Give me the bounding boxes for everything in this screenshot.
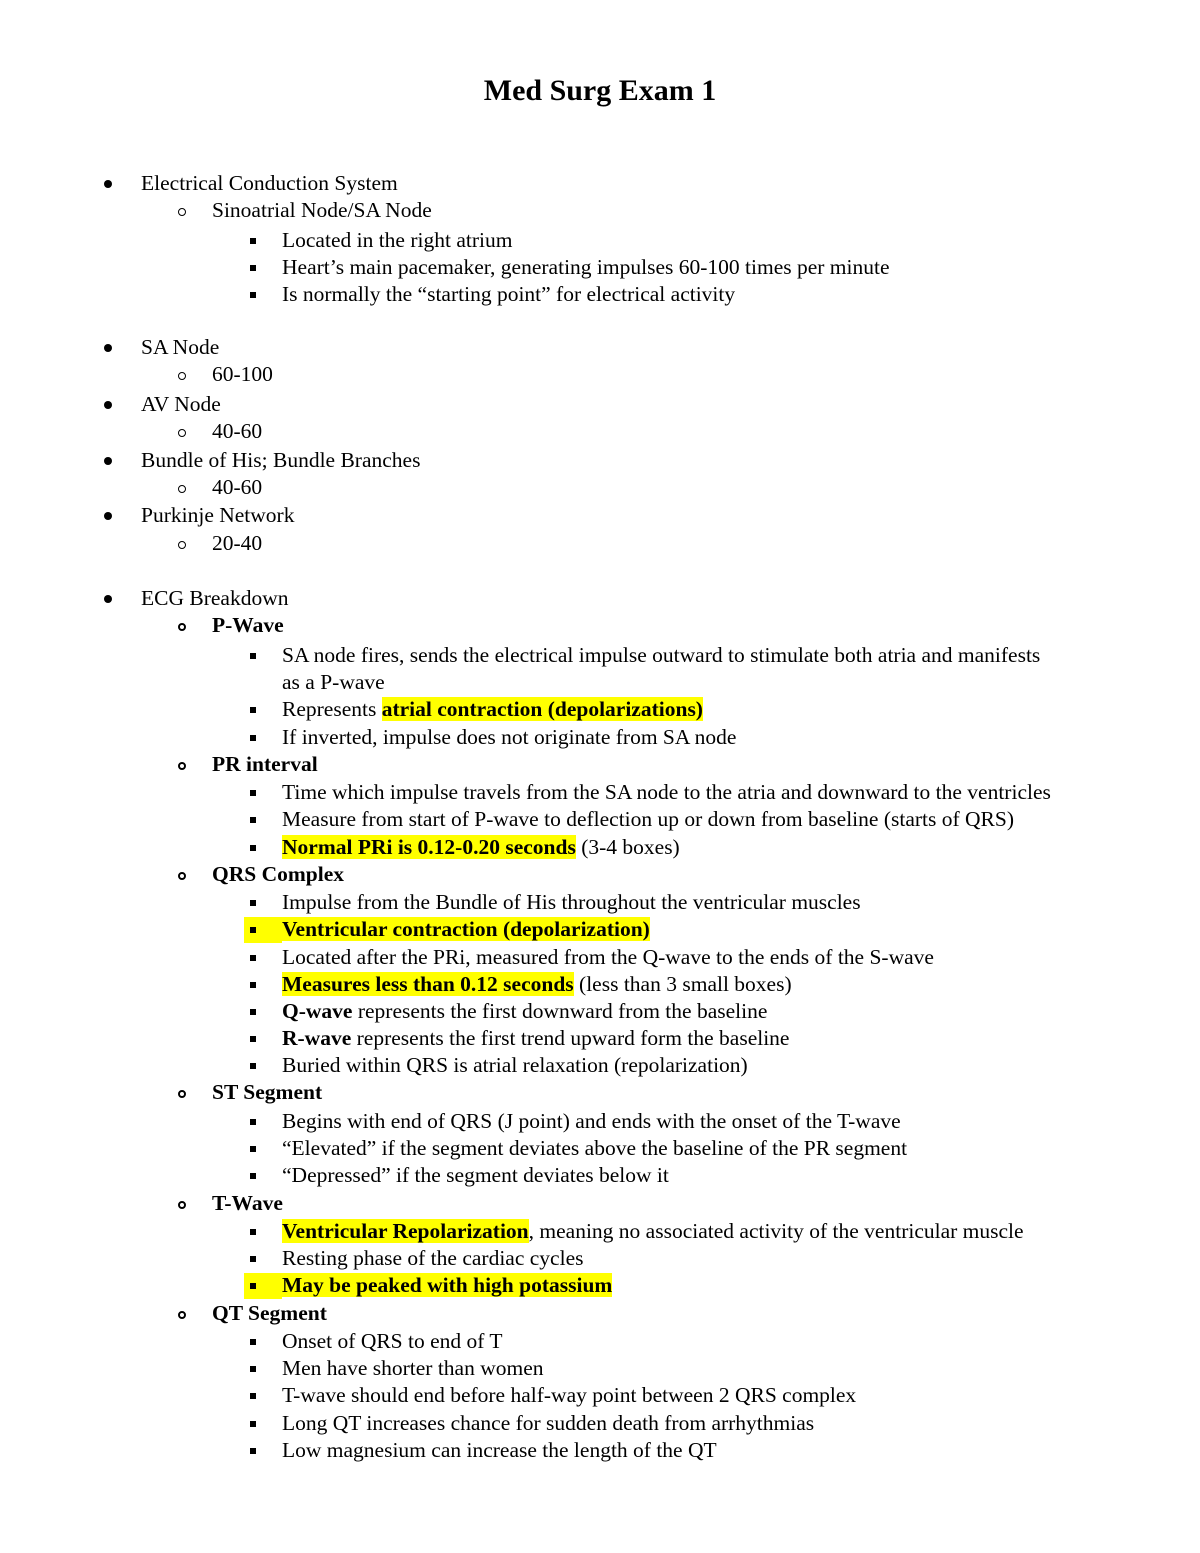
outline-line-level-3 bbox=[282, 944, 934, 971]
outline-line-level-3 bbox=[282, 696, 703, 723]
outline-line-level-3 bbox=[282, 1272, 612, 1299]
line-text: Resting phase of the cardiac cycles bbox=[282, 1246, 584, 1270]
bullet-circle-icon bbox=[178, 872, 186, 880]
outline-line-level-2 bbox=[212, 474, 262, 501]
bullet-square-icon bbox=[250, 1256, 256, 1262]
line-text: Bundle of His; Bundle Branches bbox=[141, 448, 421, 472]
line-text: AV Node bbox=[141, 392, 221, 416]
bullet-square-icon bbox=[250, 1339, 256, 1345]
outline-line-level-1 bbox=[141, 170, 398, 197]
line-text: “Depressed” if the segment deviates below it bbox=[282, 1163, 669, 1187]
line-text: as a P-wave bbox=[282, 670, 385, 694]
line-text: (less than 3 small boxes) bbox=[573, 972, 792, 996]
line-text: , meaning no associated activity of the ventricular muscle bbox=[528, 1219, 1024, 1243]
outline-line-level-3 bbox=[282, 724, 736, 751]
bold-text: R-wave bbox=[282, 1026, 352, 1050]
bullet-square-icon bbox=[250, 1009, 256, 1015]
highlighted-text: May be peaked with high potassium bbox=[282, 1273, 613, 1297]
bullet-square-icon bbox=[250, 292, 256, 298]
bullet-square-icon bbox=[250, 1173, 256, 1179]
outline-line-level-2 bbox=[212, 197, 432, 224]
outline-line-level-3 bbox=[282, 1052, 748, 1079]
bullet-square-icon bbox=[250, 265, 256, 271]
line-text: Men have shorter than women bbox=[282, 1356, 544, 1380]
outline-line-level-3 bbox=[282, 1437, 717, 1464]
line-text: ECG Breakdown bbox=[141, 586, 289, 610]
line-text: (3-4 boxes) bbox=[575, 835, 680, 859]
bullet-circle-icon bbox=[178, 541, 186, 549]
line-text: If inverted, impulse does not originate from SA node bbox=[282, 725, 737, 749]
bullet-square-icon bbox=[250, 1146, 256, 1152]
outline-line-level-2 bbox=[212, 361, 273, 388]
outline-line-level-3 bbox=[282, 1382, 856, 1409]
outline-line-level-3 bbox=[282, 916, 650, 943]
bullet-square-icon bbox=[250, 238, 256, 244]
line-text: 60-100 bbox=[212, 362, 273, 386]
bullet-disc-icon bbox=[104, 180, 112, 188]
line-text: 20-40 bbox=[212, 531, 263, 555]
outline-line-level-3 bbox=[282, 806, 1014, 833]
outline-line-level-3 bbox=[282, 834, 680, 861]
outline-line-level-1 bbox=[141, 391, 221, 418]
outline-line-level-1 bbox=[141, 502, 294, 529]
line-text: Impulse from the Bundle of His throughout the ventricular muscles bbox=[282, 890, 861, 914]
bold-text: Q-wave bbox=[282, 999, 353, 1023]
outline-line-level-3 bbox=[282, 1245, 583, 1272]
bullet-circle-icon bbox=[178, 762, 186, 770]
line-text: Represents bbox=[282, 697, 382, 721]
outline-line-level-3 bbox=[282, 1162, 669, 1189]
line-text: Electrical Conduction System bbox=[141, 171, 398, 195]
bullet-square-icon bbox=[250, 1036, 256, 1042]
highlighted-text: Normal PRi is 0.12-0.20 seconds bbox=[282, 835, 576, 859]
line-text: Long QT increases chance for sudden death from arrhythmias bbox=[282, 1411, 815, 1435]
bold-text: PR interval bbox=[212, 752, 318, 776]
bullet-square-icon bbox=[250, 955, 256, 961]
highlighted-text: atrial contraction (depolarizations) bbox=[381, 697, 703, 721]
line-text: Buried within QRS is atrial relaxation (repolarization) bbox=[282, 1053, 748, 1077]
line-text: Located in the right atrium bbox=[282, 228, 513, 252]
bullet-square-icon bbox=[250, 900, 256, 906]
line-text: SA Node bbox=[141, 335, 220, 359]
bullet-square-icon bbox=[250, 735, 256, 741]
bullet-square-icon bbox=[250, 1229, 256, 1235]
line-text: 40-60 bbox=[212, 475, 263, 499]
outline-line-level-3 bbox=[282, 281, 735, 308]
outline-line-level-1 bbox=[141, 585, 289, 612]
line-text: Heart’s main pacemaker, generating impulses 60-100 times per minute bbox=[282, 255, 890, 279]
bullet-square-icon bbox=[250, 927, 256, 933]
bullet-square-icon bbox=[250, 1448, 256, 1454]
outline-line-level-1 bbox=[141, 447, 420, 474]
bullet-square-icon bbox=[250, 1063, 256, 1069]
line-text: Located after the PRi, measured from the Q-wave to the ends of the S-wave bbox=[282, 945, 934, 969]
outline-line-level-3 bbox=[282, 889, 861, 916]
line-text: Begins with end of QRS (J point) and ends with the onset of the T-wave bbox=[282, 1109, 901, 1133]
bullet-square-icon bbox=[250, 1421, 256, 1427]
outline-line-level-3 bbox=[282, 998, 767, 1025]
bullet-circle-icon bbox=[178, 1090, 186, 1098]
line-text: Measure from start of P-wave to deflection up or down from baseline (starts of QRS) bbox=[282, 807, 1015, 831]
bullet-circle-icon bbox=[178, 1311, 186, 1319]
line-text: represents the first trend upward form the baseline bbox=[351, 1026, 790, 1050]
bullet-disc-icon bbox=[104, 401, 112, 409]
bullet-square-icon bbox=[250, 653, 256, 659]
outline-line-level-3 bbox=[282, 254, 890, 281]
outline-line-level-3 bbox=[282, 669, 385, 696]
outline-line-level-2 bbox=[212, 861, 344, 888]
outline-line-level-3 bbox=[282, 1410, 814, 1437]
bullet-disc-icon bbox=[104, 457, 112, 465]
outline-line-level-3 bbox=[282, 227, 512, 254]
bullet-circle-icon bbox=[178, 429, 186, 437]
line-text: SA node fires, sends the electrical impulse outward to stimulate both atria and manifests bbox=[282, 643, 1041, 667]
bullet-square-icon bbox=[250, 982, 256, 988]
bullet-disc-icon bbox=[104, 512, 112, 520]
bullet-square-icon bbox=[250, 1366, 256, 1372]
bullet-square-icon bbox=[250, 1119, 256, 1125]
bullet-circle-icon bbox=[178, 372, 186, 380]
bold-text: T-Wave bbox=[212, 1191, 283, 1215]
outline-line-level-2 bbox=[212, 1079, 322, 1106]
outline-line-level-2 bbox=[212, 612, 284, 639]
outline-line-level-2 bbox=[212, 530, 262, 557]
outline-line-level-2 bbox=[212, 751, 318, 778]
outline-line-level-1 bbox=[141, 334, 219, 361]
bullet-circle-icon bbox=[178, 485, 186, 493]
bold-text: QT Segment bbox=[212, 1301, 327, 1325]
highlighted-text: Ventricular contraction (depolarization) bbox=[282, 917, 650, 941]
highlighted-text: Ventricular Repolarization bbox=[282, 1219, 529, 1243]
bold-text: QRS Complex bbox=[212, 862, 344, 886]
line-text: Onset of QRS to end of T bbox=[282, 1329, 503, 1353]
line-text: 40-60 bbox=[212, 419, 263, 443]
line-text: represents the first downward from the baseline bbox=[352, 999, 768, 1023]
outline-line-level-3 bbox=[282, 1135, 907, 1162]
bullet-square-icon bbox=[250, 1393, 256, 1399]
bullet-square-icon bbox=[250, 790, 256, 796]
bullet-square-icon bbox=[250, 817, 256, 823]
outline-line-level-3 bbox=[282, 1355, 544, 1382]
outline-line-level-2 bbox=[212, 1300, 327, 1327]
document-title: Med Surg Exam 1 bbox=[483, 74, 717, 107]
bullet-circle-icon bbox=[178, 623, 186, 631]
line-text: Low magnesium can increase the length of the QT bbox=[282, 1438, 717, 1462]
outline-line-level-2 bbox=[212, 418, 262, 445]
line-text: T-wave should end before half-way point between 2 QRS complex bbox=[282, 1383, 857, 1407]
line-text: Is normally the “starting point” for electrical activity bbox=[282, 282, 736, 306]
bold-text: P-Wave bbox=[212, 613, 284, 637]
highlighted-text: Measures less than 0.12 seconds bbox=[282, 972, 574, 996]
outline-line-level-3 bbox=[282, 1025, 789, 1052]
outline-line-level-3 bbox=[282, 1108, 901, 1135]
line-text: Time which impulse travels from the SA node to the atria and downward to the ventricles bbox=[282, 780, 1051, 804]
bullet-square-icon bbox=[250, 707, 256, 713]
line-text: Sinoatrial Node/SA Node bbox=[212, 198, 432, 222]
bullet-square-icon bbox=[250, 1283, 256, 1289]
line-text: Purkinje Network bbox=[141, 503, 295, 527]
outline-line-level-3 bbox=[282, 1218, 1024, 1245]
outline-line-level-3 bbox=[282, 642, 1040, 669]
outline-line-level-2 bbox=[212, 1190, 283, 1217]
outline-line-level-3 bbox=[282, 1328, 503, 1355]
bold-text: ST Segment bbox=[212, 1080, 323, 1104]
bullet-circle-icon bbox=[178, 1201, 186, 1209]
outline-line-level-3 bbox=[282, 779, 1051, 806]
outline-line-level-3 bbox=[282, 971, 792, 998]
bullet-disc-icon bbox=[104, 595, 112, 603]
line-text: “Elevated” if the segment deviates above the baseline of the PR segment bbox=[282, 1136, 908, 1160]
bullet-circle-icon bbox=[178, 208, 186, 216]
bullet-square-icon bbox=[250, 845, 256, 851]
bullet-disc-icon bbox=[104, 344, 112, 352]
